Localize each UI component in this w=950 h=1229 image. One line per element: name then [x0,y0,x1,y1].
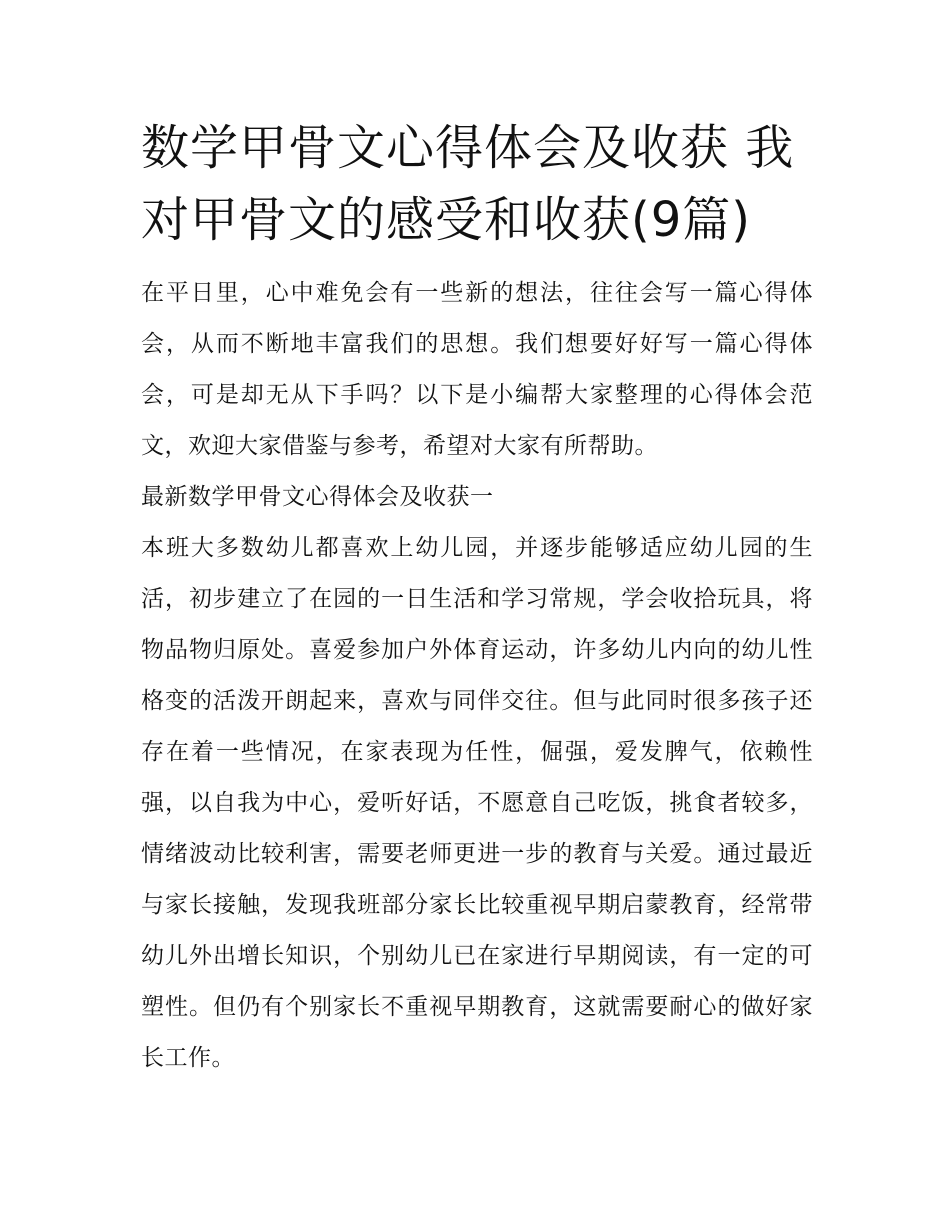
section-body: 本班大多数幼儿都喜欢上幼儿园，并逐步能够适应幼儿园的生活，初步建立了在园的一日生活和学习常规，学会收拾玩具，将物品物归原处。喜爱参加户外体育运动，许多幼儿内向的幼儿性格变的活泼开朗起来，喜欢与同伴交往。但与此同时很多孩子还存在着一些情况，在家表现为任性，倔强，爱发脾气，依赖性强，以自我为中心，爱听好话，不愿意自己吃饭，挑食者较多，情绪波动比较利害，需要老师更进一步的教育与关爱。通过最近与家长接触，发现我班部分家长比较重视早期启蒙教育，经常带幼儿外出增长知识，个别幼儿已在家进行早期阅读，有一定的可塑性。但仍有个别家长不重视早期教育，这就需要耐心的做好家长工作。 [141,535,813,1071]
section-heading: 最新数学甲骨文心得体会及收获一 [141,484,494,510]
section-1 [141,472,813,1084]
intro-paragraph: 在平日里，心中难免会有一些新的想法，往往会写一篇心得体会，从而不断地丰富我们的思想。我们想要好好写一篇心得体会，可是却无从下手吗？以下是小编帮大家整理的心得体会范文，欢迎大家借鉴与参考，希望对大家有所帮助。 [141,280,813,459]
document-title: 数学甲骨文心得体会及收获 我对甲骨文的感受和收获(9篇) [141,120,795,248]
document-content [141,112,813,1084]
